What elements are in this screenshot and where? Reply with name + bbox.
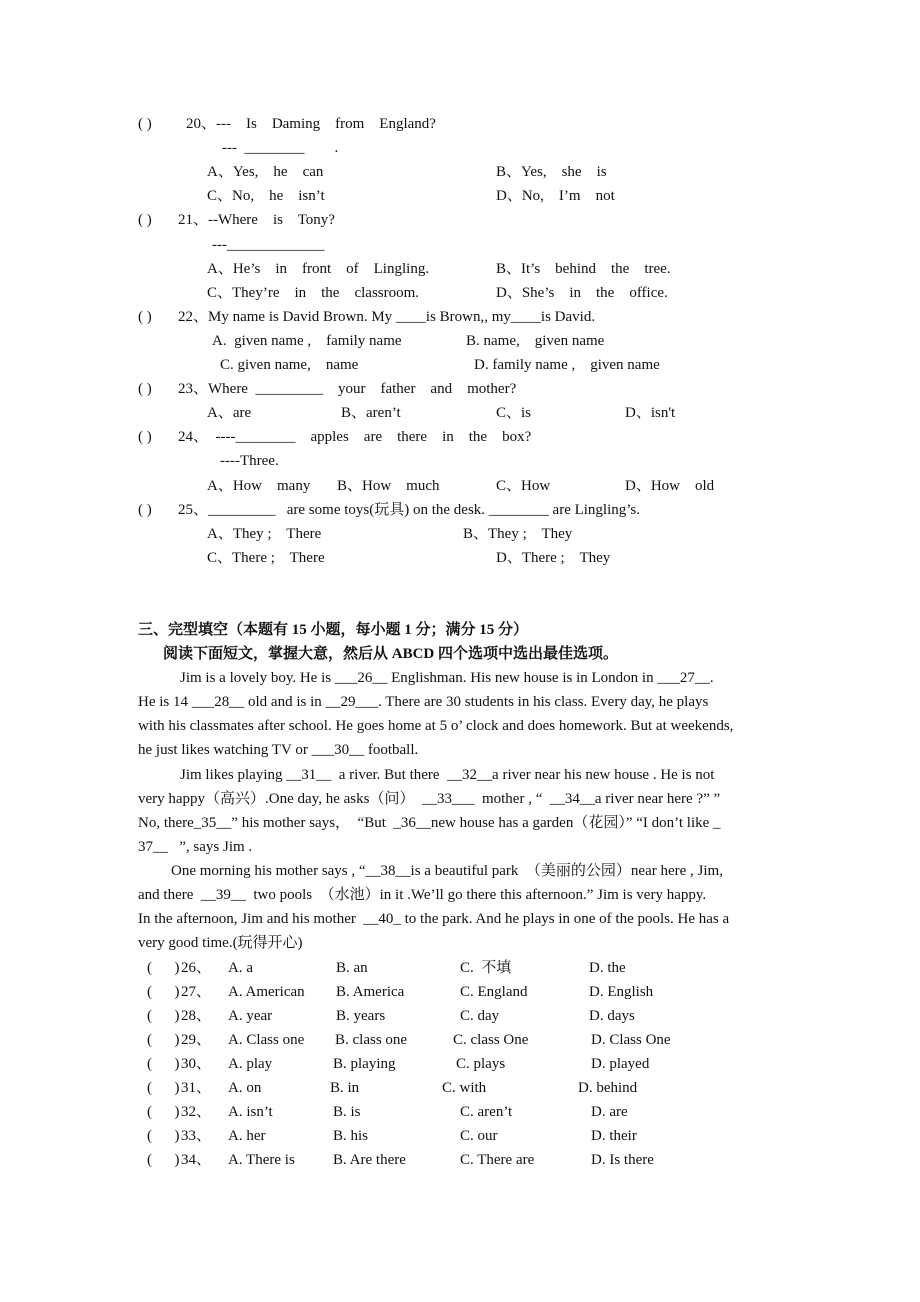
q27-number: 27、 xyxy=(181,984,212,1000)
q23-option-b[interactable]: B、aren’t xyxy=(341,405,401,421)
q34-number: 34、 xyxy=(181,1152,212,1168)
q21-paren[interactable]: ( ) xyxy=(138,212,152,228)
q32-option-d[interactable]: D. are xyxy=(591,1104,628,1120)
q26-number: 26、 xyxy=(181,960,212,976)
q28-number: 28、 xyxy=(181,1008,212,1024)
q27-answer-paren[interactable]: ( ) xyxy=(147,984,180,1000)
q26-answer-paren[interactable]: ( ) xyxy=(147,960,180,976)
q29-option-b[interactable]: B. class one xyxy=(335,1032,408,1048)
q30-option-b[interactable]: B. playing xyxy=(333,1056,396,1072)
q30-number: 30、 xyxy=(181,1056,212,1072)
q22-paren[interactable]: ( ) xyxy=(138,309,152,325)
q21-option-d[interactable]: D、She’s in the office. xyxy=(496,285,668,301)
q33-answer-paren[interactable]: ( ) xyxy=(147,1128,180,1144)
q24-option-a[interactable]: A、How many xyxy=(207,478,311,494)
q31-option-a[interactable]: A. on xyxy=(228,1080,262,1096)
q21-reply: ---_____________ xyxy=(212,237,325,253)
section3-heading: 三、完型填空（本题有 15 小题，每小题 1 分；满分 15 分） xyxy=(138,622,529,638)
section3-instruction: 阅读下面短文，掌握大意，然后从 ABCD 四个选项中选出最佳选项。 xyxy=(163,646,619,662)
passage-line: Jim likes playing __31__ a river. But there __32__a river near his new house . He is not xyxy=(180,767,715,783)
passage-line: No, there_35__” his mother says， “But _36__new house has a garden（花园）” “I don’t like _ xyxy=(138,815,721,831)
q20-reply: --- ________ . xyxy=(222,140,339,156)
q24-reply: ----Three. xyxy=(220,453,279,469)
q28-answer-paren[interactable]: ( ) xyxy=(147,1008,180,1024)
q25-option-c[interactable]: C、There ; There xyxy=(207,550,325,566)
q26-option-b[interactable]: B. an xyxy=(336,960,368,976)
q29-option-d[interactable]: D. Class One xyxy=(591,1032,671,1048)
passage-line: Jim is a lovely boy. He is ___26__ Englishman. His new house is in London in ___27__. xyxy=(180,670,714,686)
q29-answer-paren[interactable]: ( ) xyxy=(147,1032,180,1048)
q24-option-c[interactable]: C、How xyxy=(496,478,551,494)
q22-option-a[interactable]: A. given name , family name xyxy=(212,333,402,349)
q33-option-c[interactable]: C. our xyxy=(460,1128,498,1144)
q22-stem: 22、My name is David Brown. My ____is Brown,, my____is David. xyxy=(178,309,596,325)
q26-option-a[interactable]: A. a xyxy=(228,960,253,976)
q24-option-b[interactable]: B、How much xyxy=(337,478,440,494)
q22-option-d[interactable]: D. family name , given name xyxy=(474,357,660,373)
q32-option-a[interactable]: A. isn’t xyxy=(228,1104,273,1120)
q34-option-d[interactable]: D. Is there xyxy=(591,1152,654,1168)
q34-answer-paren[interactable]: ( ) xyxy=(147,1152,180,1168)
q29-option-c[interactable]: C. class One xyxy=(453,1032,529,1048)
q25-stem: 25、_________ are some toys(玩具) on the desk. ________ are Lingling’s. xyxy=(178,502,641,518)
q28-option-d[interactable]: D. days xyxy=(589,1008,635,1024)
q22-option-b[interactable]: B. name, given name xyxy=(466,333,605,349)
q24-option-d[interactable]: D、How old xyxy=(625,478,715,494)
q32-number: 32、 xyxy=(181,1104,212,1120)
passage-line: 37__ ”, says Jim . xyxy=(138,839,253,855)
q33-option-d[interactable]: D. their xyxy=(591,1128,637,1144)
q21-option-b[interactable]: B、It’s behind the tree. xyxy=(496,261,671,277)
q32-option-b[interactable]: B. is xyxy=(333,1104,361,1120)
q26-option-d[interactable]: D. the xyxy=(589,960,626,976)
q23-option-a[interactable]: A、are xyxy=(207,405,252,421)
q27-option-c[interactable]: C. England xyxy=(460,984,528,1000)
q31-option-d[interactable]: D. behind xyxy=(578,1080,638,1096)
passage-line: and there __39__ two pools （水池）in it .We’ll go there this afternoon.” Jim is very happy. xyxy=(138,887,707,903)
q21-option-a[interactable]: A、He’s in front of Lingling. xyxy=(207,261,430,277)
q31-number: 31、 xyxy=(181,1080,212,1096)
q27-option-a[interactable]: A. American xyxy=(228,984,305,1000)
q24-stem: 24、 ----________ apples are there in the box? xyxy=(178,429,532,445)
q25-paren[interactable]: ( ) xyxy=(138,502,152,518)
q29-option-a[interactable]: A. Class one xyxy=(228,1032,305,1048)
q31-option-b[interactable]: B. in xyxy=(330,1080,360,1096)
q31-answer-paren[interactable]: ( ) xyxy=(147,1080,180,1096)
q33-option-b[interactable]: B. his xyxy=(333,1128,369,1144)
passage-line: he just likes watching TV or ___30__ football. xyxy=(138,742,419,758)
q27-option-b[interactable]: B. America xyxy=(336,984,405,1000)
q23-option-d[interactable]: D、isn't xyxy=(625,405,676,421)
q25-option-b[interactable]: B、They ; They xyxy=(463,526,573,542)
q27-option-d[interactable]: D. English xyxy=(589,984,654,1000)
q34-option-a[interactable]: A. There is xyxy=(228,1152,295,1168)
q22-option-c[interactable]: C. given name, name xyxy=(220,357,359,373)
passage-line: very happy（高兴）.One day, he asks（问） __33___ mother , “ __34__a river near here ?” ” xyxy=(138,791,721,807)
q30-option-a[interactable]: A. play xyxy=(228,1056,273,1072)
q28-option-a[interactable]: A. year xyxy=(228,1008,273,1024)
q24-paren[interactable]: ( ) xyxy=(138,429,152,445)
q32-option-c[interactable]: C. aren’t xyxy=(460,1104,513,1120)
q23-paren[interactable]: ( ) xyxy=(138,381,152,397)
q20-paren[interactable]: ( ) xyxy=(138,116,152,132)
q30-answer-paren[interactable]: ( ) xyxy=(147,1056,180,1072)
passage-line: He is 14 ___28__ old and is in __29___. There are 30 students in his class. Every day, he plays xyxy=(138,694,709,710)
q32-answer-paren[interactable]: ( ) xyxy=(147,1104,180,1120)
q28-option-c[interactable]: C. day xyxy=(460,1008,500,1024)
q26-option-c[interactable]: C. 不填 xyxy=(460,960,512,976)
q30-option-d[interactable]: D. played xyxy=(591,1056,650,1072)
passage-line: with his classmates after school. He goes home at 5 o’ clock and does homework. But at weekends, xyxy=(138,718,734,734)
passage-line: In the afternoon, Jim and his mother __40_ to the park. And he plays in one of the pools. He has a xyxy=(138,911,730,927)
q20-option-c[interactable]: C、No, he isn’t xyxy=(207,188,325,204)
passage-line: very good time.(玩得开心) xyxy=(138,935,303,951)
q23-stem: 23、Where _________ your father and mother? xyxy=(178,381,517,397)
q23-option-c[interactable]: C、is xyxy=(496,405,532,421)
q21-option-c[interactable]: C、They’re in the classroom. xyxy=(207,285,420,301)
q20-option-d[interactable]: D、No, I’m not xyxy=(496,188,615,204)
q34-option-b[interactable]: B. Are there xyxy=(333,1152,406,1168)
q20-option-a[interactable]: A、Yes, he can xyxy=(207,164,324,180)
q29-number: 29、 xyxy=(181,1032,212,1048)
q20-stem: 20、--- Is Daming from England? xyxy=(186,116,436,132)
q21-stem: 21、--Where is Tony? xyxy=(178,212,335,228)
q34-option-c[interactable]: C. There are xyxy=(460,1152,535,1168)
q33-option-a[interactable]: A. her xyxy=(228,1128,266,1144)
q20-option-b[interactable]: B、Yes, she is xyxy=(496,164,607,180)
q28-option-b[interactable]: B. years xyxy=(336,1008,386,1024)
q33-number: 33、 xyxy=(181,1128,212,1144)
q31-option-c[interactable]: C. with xyxy=(442,1080,487,1096)
q25-option-a[interactable]: A、They ; There xyxy=(207,526,322,542)
q30-option-c[interactable]: C. plays xyxy=(456,1056,506,1072)
q25-option-d[interactable]: D、There ; They xyxy=(496,550,611,566)
passage-line: One morning his mother says , “__38__is a beautiful park （美丽的公园）near here , Jim, xyxy=(171,863,723,879)
